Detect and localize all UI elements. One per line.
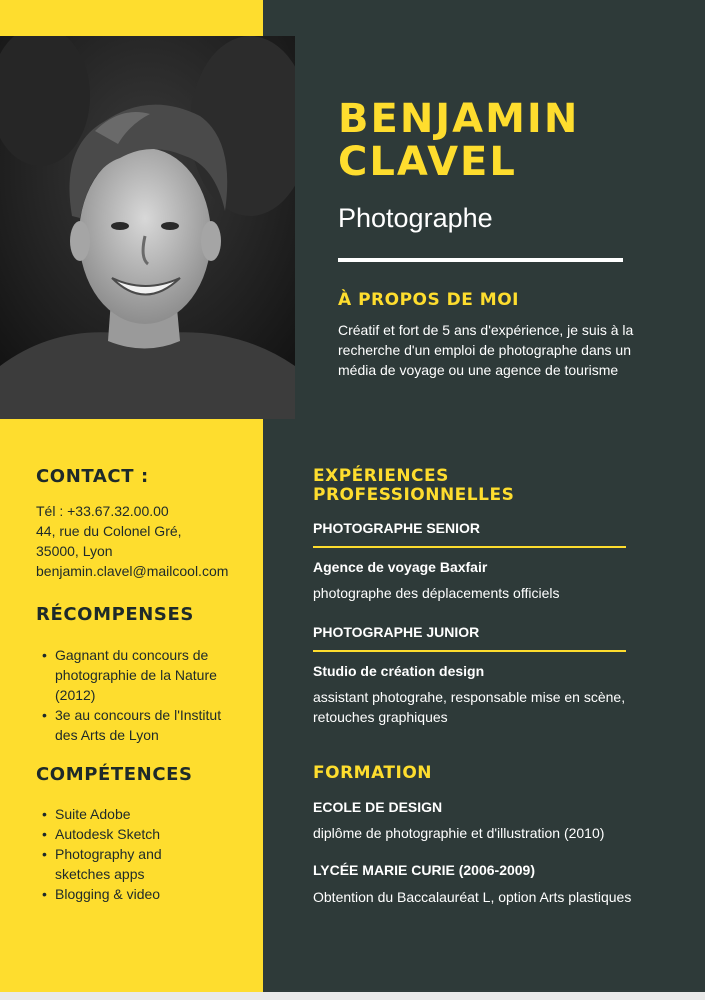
award-1-line-3: (2012) [55,687,96,703]
list-item [42,645,221,705]
contact-heading: CONTACT : [36,466,149,487]
skill-3-line-1: • Photography and [55,846,162,862]
list-item [42,884,162,904]
list-item [42,705,221,745]
title-divider [338,258,623,262]
experience-heading-line-2: PROFESSIONNELLES [313,485,515,505]
job-1-description [313,583,653,603]
skill-4: • Blogging & video [55,886,161,902]
list-item [42,804,162,824]
experience-heading [313,467,514,505]
contact-details [36,501,228,581]
contact-address-line-2: 35000, Lyon [36,543,113,559]
name-line-2: CLAVEL [338,139,517,185]
about-heading: À PROPOS DE MOI [338,290,519,310]
job-2-description [313,687,653,727]
contact-phone: Tél : +33.67.32.00.00 [36,503,169,519]
contact-address-line-1: 44, rue du Colonel Gré, [36,523,182,539]
education-1-school: ECOLE DE DESIGN [313,799,443,815]
education-2-description: Obtention du Baccalauréat L, option Arts plastiques [313,889,632,905]
job-title: Photographe [338,203,493,233]
job-2-desc-line-1: assistant photograhe, responsable mise en scène, [313,689,626,705]
experience-heading-line-1: EXPÉRIENCES [313,466,449,486]
award-2-line-1: • 3e au concours de l'Institut [55,707,222,723]
job-2-divider [313,650,626,652]
portrait-photo-icon [0,36,295,419]
job-2-org: Studio de création design [313,663,485,679]
name-line-1: BENJAMIN [338,96,580,142]
job-1-org: Agence de voyage Baxfair [313,559,488,575]
candidate-name [338,98,678,184]
skill-1: • Suite Adobe [55,806,131,822]
award-2-line-2: des Arts de Lyon [55,727,159,743]
award-1-line-2: photographie de la Nature [55,667,217,683]
job-2-title: PHOTOGRAPHE JUNIOR [313,624,480,640]
list-item [42,824,162,844]
education-2-school: LYCÉE MARIE CURIE (2006-2009) [313,862,536,878]
list-item [42,844,162,884]
awards-heading: RÉCOMPENSES [36,604,194,625]
education-1-description: diplôme de photographie et d'illustration (2010) [313,825,605,841]
skills-list [42,804,162,904]
job-1-divider [313,546,626,548]
job-1-title: PHOTOGRAPHE SENIOR [313,520,480,536]
job-2-desc-line-2: retouches graphiques [313,709,448,725]
skill-2: • Autodesk Sketch [55,826,161,842]
awards-list [42,645,221,745]
education-heading: FORMATION [313,763,433,783]
skills-heading: COMPÉTENCES [36,764,193,785]
award-1-line-1: • Gagnant du concours de [55,647,209,663]
job-1-desc-line-1: photographe des déplacements officiels [313,585,560,601]
skill-3-line-2: sketches apps [55,866,145,882]
contact-email: benjamin.clavel@mailcool.com [36,563,229,579]
portrait-photo [0,36,295,419]
about-text: Créatif et fort de 5 ans d'expérience, je suis à la recherche d'un emploi de photographe dans un média de voyage ou une agence de tourisme [338,322,634,378]
